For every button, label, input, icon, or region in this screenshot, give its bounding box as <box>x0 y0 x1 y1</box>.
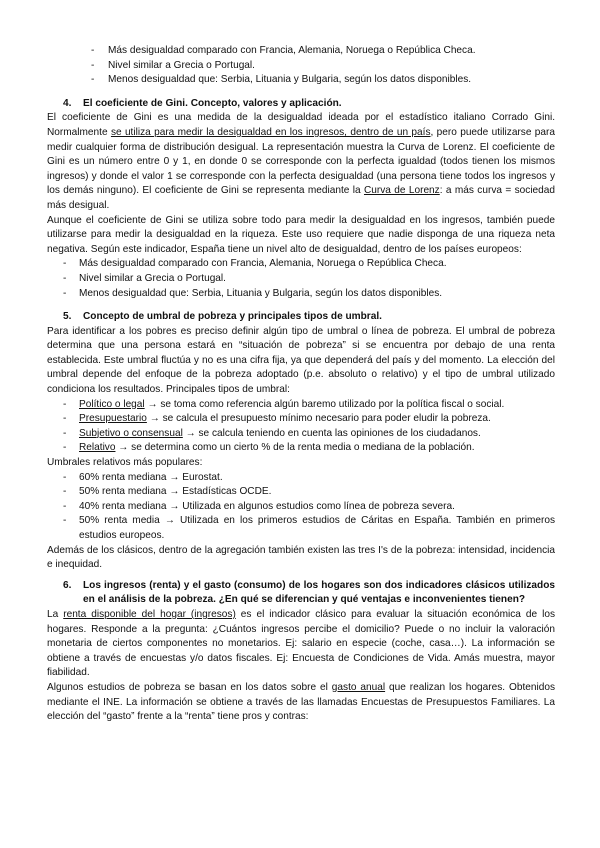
section-4-paragraph-1: El coeficiente de Gini es una medida de la desigualdad ideada por el estadístico italiano Corrado Gini. Normalmente se utiliza para medir la desigualdad en los ingresos, dentro de un país, pero puede utilizarse para medir cualquier forma de distribución desigual. La representación muestra la Curva de Lorenz. El coeficiente de Gini es un número entre 0 y 1, en donde 0 se corresponde con la perfecta igualdad (todos tienen los mismos ingresos) y donde el valor 1 se corresponde con la perfecta desigualdad (una persona tiene todos los ingresos y los demás ninguno). El coeficiente de Gini se representa mediante la Curva de Lorenz: a más curva = sociedad más desigual. <box>47 112 556 211</box>
list-item: - 40% renta mediana → Utilizada en algunos estudios como línea de pobreza severa. <box>63 500 455 512</box>
section-5-heading: 5. Concepto de umbral de pobreza y principales tipos de umbral. <box>63 311 382 323</box>
section-6-paragraph-1: La renta disponible del hogar (ingresos) es el indicador clásico para evaluar la situación económica de los hogares. Responde a la pregunta: ¿Cuántos ingresos percibe el domicilio? Puede o no incluir la valoración monetaria de ciertos componentes no monetarios. Ej: salario en especie (coche, casa…). La información se obtiene a través de encuestas y/o datos fiscales. Ej: Encuesta de Condiciones de Vida. Amás muestra, mayor fiabilidad. <box>47 608 555 679</box>
list-item: - Más desigualdad comparado con Francia, Alemania, Noruega o República Checa. <box>63 258 447 270</box>
list-item: - Presupuestario → se calcula el presupuesto mínimo necesario para poder eludir la pobreza. <box>63 413 491 425</box>
list-item: - Nivel similar a Grecia o Portugal. <box>91 59 255 71</box>
document-page <box>47 44 555 725</box>
list-item: - Relativo → se determina como un cierto % de la renta media o mediana de la población. <box>63 442 475 454</box>
relative-thresholds-list <box>47 471 555 544</box>
section-5-closing: Además de los clásicos, dentro de la agregación también existen las tres I's de la pobreza: intensidad, incidencia e inequidad. <box>47 544 555 571</box>
list-item: - 50% renta media → Utilizada en los primeros estudios de Cáritas en España. También en primeros estudios europeos. <box>63 515 555 541</box>
section-4-bullet-list <box>47 257 555 301</box>
top-bullet-list <box>47 44 555 88</box>
list-item: - Subjetivo o consensual → se calcula teniendo en cuenta las opiniones de los ciudadanos. <box>63 427 481 439</box>
list-item: - Político o legal → se toma como referencia algún baremo utilizado por la política fiscal o social. <box>63 398 505 410</box>
section-5-paragraph-1: Para identificar a los pobres es preciso definir algún tipo de umbral o línea de pobreza. El umbral de pobreza determina que una persona estará en “situación de pobreza” si se encuentra por debajo de una renta establecida. Este umbral fluctúa y no es una cifra fija, ya que dependerá del país y del momento. La elección del umbral depende del enfoque de la pobreza adoptado (p.e. absoluto o relativo) y el tipo de umbral utilizado condiciona los resultados. Principales tipos de umbral: <box>47 325 555 396</box>
list-item: - 50% renta mediana → Estadísticas OCDE. <box>63 486 272 498</box>
list-item: - Menos desigualdad que: Serbia, Lituania y Bulgaria, según los datos disponibles. <box>91 74 472 86</box>
section-4-paragraph-2: Aunque el coeficiente de Gini se utiliza sobre todo para medir la desigualdad en los ingresos, también puede utilizarse para medir la desigualdad en la riqueza. Este uso requiere que nadie disponga de una riqueza neta negativa. Según este indicador, España tiene un nivel alto de desigualdad, dentro de los países europeos: <box>47 214 555 255</box>
list-item: - 60% renta mediana → Eurostat. <box>63 471 223 483</box>
section-6-heading: 6. Los ingresos (renta) y el gasto (consumo) de los hogares son dos indicadores clásicos utilizados en el análisis de la pobreza. ¿En qué se diferencian y qué ventajas e inconvenientes tienen? <box>63 579 555 606</box>
list-item: - Más desigualdad comparado con Francia, Alemania, Noruega o República Checa. <box>91 45 476 56</box>
relatives-intro: Umbrales relativos más populares: <box>47 457 203 469</box>
list-item: - Nivel similar a Grecia o Portugal. <box>63 272 226 284</box>
section-6-paragraph-2: Algunos estudios de pobreza se basan en los datos sobre el gasto anual que realizan los hogares. Obtenidos mediante el INE. La información se obtiene a través de las llamadas Encuestas de Presupuestos Familiares. La elección del “gasto” frente a la “renta” tiene pros y contras: <box>47 681 555 723</box>
list-item: - Menos desigualdad que: Serbia, Lituania y Bulgaria, según los datos disponibles. <box>63 287 443 299</box>
section-4-heading: 4. El coeficiente de Gini. Concepto, valores y aplicación. <box>63 97 342 109</box>
threshold-types-list <box>47 398 555 456</box>
